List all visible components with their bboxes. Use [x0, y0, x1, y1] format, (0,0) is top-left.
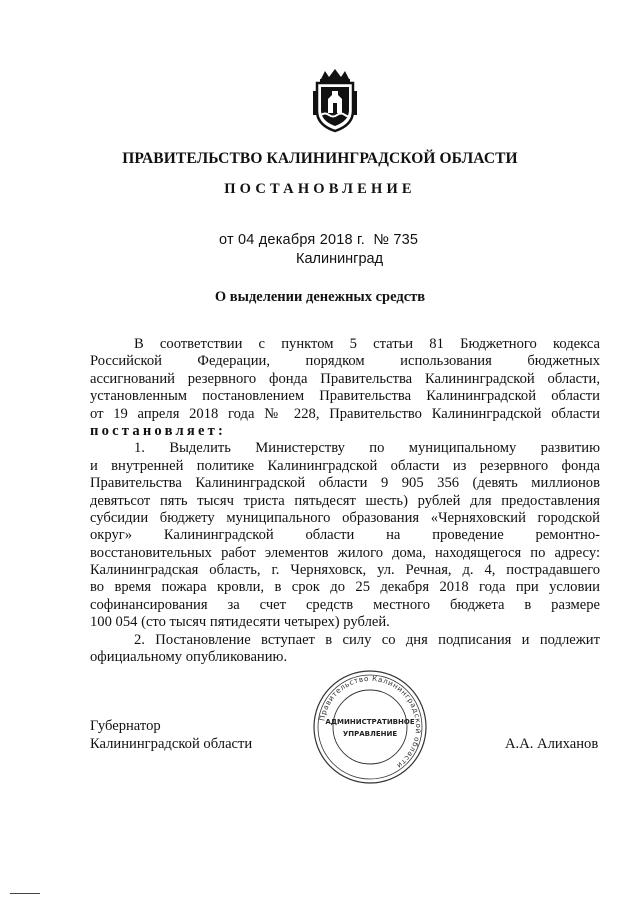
decree-date-number: от 04 декабря 2018 г. № 735 [219, 232, 419, 248]
body-line: ассигнований резервного фонда Правительства Калининградской области, [90, 370, 600, 387]
item1-line: и внутренней политике Калининградской области из резервного фонда [90, 457, 600, 474]
official-stamp [310, 667, 430, 787]
body-line: установленным постановлением Правительства Калининградской области [90, 388, 600, 405]
item1-line: Правительства Калининградской области 9 905 356 (девять миллионов [90, 475, 600, 492]
document-type: ПОСТАНОВЛЕНИЕ [224, 181, 416, 197]
item1-line: округ» Калининградской области на проведение ремонтно- [90, 527, 600, 544]
item1-line: субсидии бюджету муниципального образования «Черняховский городской [90, 509, 600, 526]
body-line: Российской Федерации, порядком использования бюджетных [90, 353, 600, 370]
item1-line: восстановительных работ элементов жилого дома, находящегося по адресу: [90, 544, 600, 561]
signatory-name: А.А. Алиханов [505, 736, 599, 752]
decree-body [90, 336, 600, 666]
decree-subject: О выделении денежных средств [214, 289, 426, 305]
item1-line: софинансирования за счет средств местного бюджета в размере [90, 596, 600, 613]
signatory-position: Губернатор [90, 718, 161, 734]
stamp-center-line1: АДМИНИСТРАТИВНОЕ [325, 718, 415, 726]
government-title: ПРАВИТЕЛЬСТВО КАЛИНИНГРАДСКОЙ ОБЛАСТИ [122, 150, 518, 167]
signatory-region: Калининградской области [90, 736, 253, 752]
decrees-word: постановляет: [90, 422, 227, 439]
item1-line: 100 054 (сто тысяч пятидесяти четырех) рублей. [90, 614, 390, 631]
item1-line: Калининградская область, г. Черняховск, ул. Речная, д. 4, пострадавшего [90, 562, 600, 579]
item1-line: девятьсот пять тысяч триста пятьдесят шесть) рублей для предоставления [90, 492, 600, 509]
stamp-center-line2: УПРАВЛЕНИЕ [342, 730, 398, 738]
item1-line: во время пожара кровли, в срок до 25 декабря 2018 года при условии [90, 579, 600, 596]
item2-line: официальному опубликованию. [90, 649, 288, 666]
body-line: от 19 апреля 2018 года № 228, Правительство Калининградской области [90, 405, 600, 422]
body-line: В соответствии с пунктом 5 статьи 81 Бюджетного кодекса [134, 336, 600, 352]
decree-city: Калининград [296, 251, 384, 267]
footer-divider [10, 893, 40, 894]
coat-of-arms-icon [311, 65, 359, 133]
item1-line: 1. Выделить Министерству по муниципальному развитию [134, 440, 600, 457]
stamp-ring-text: Правительство Калининградской области [317, 673, 424, 771]
item2-line: 2. Постановление вступает в силу со дня подписания и подлежит [134, 631, 600, 648]
